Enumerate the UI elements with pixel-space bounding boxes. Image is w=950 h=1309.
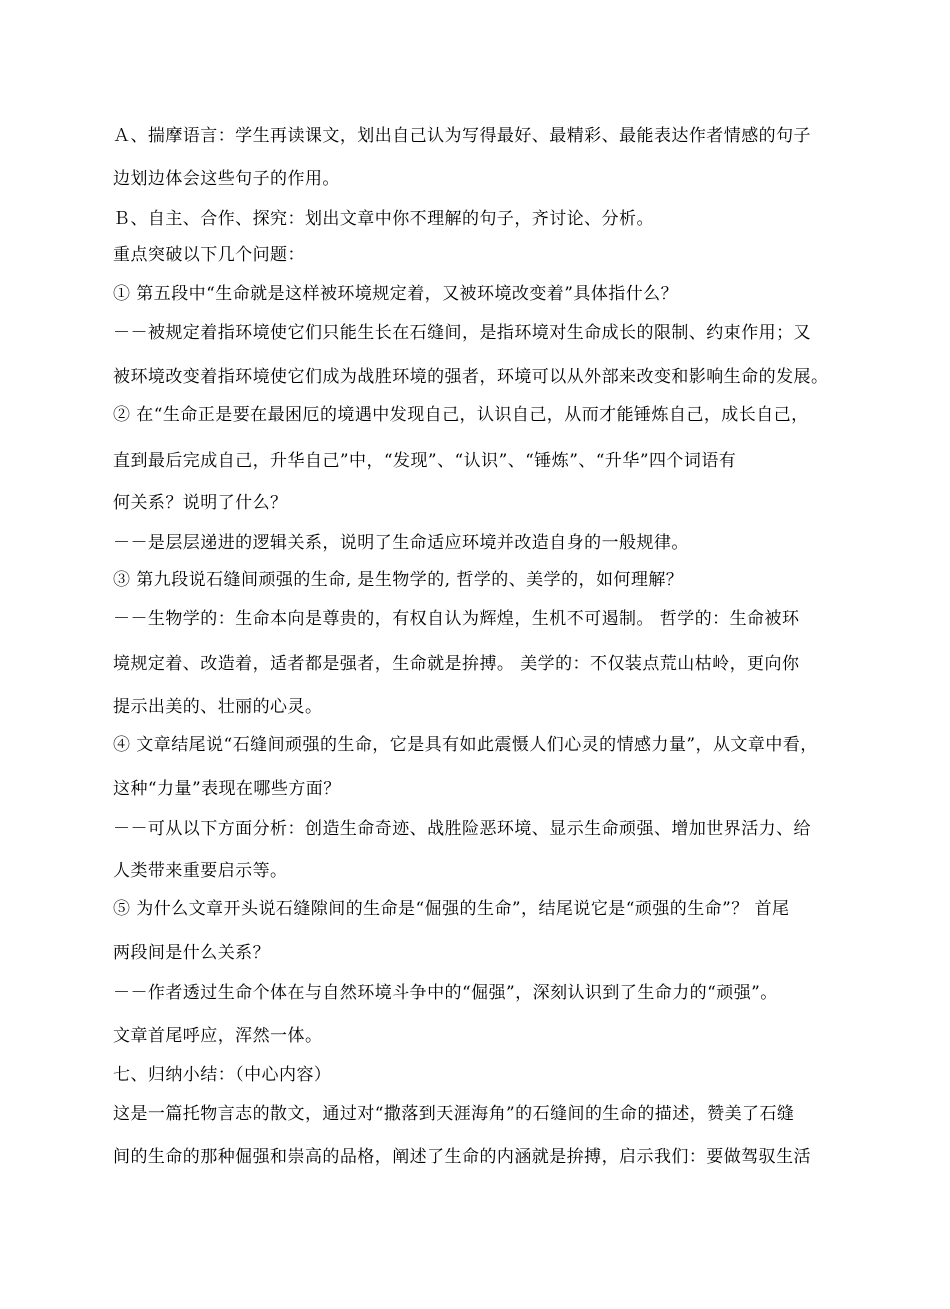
answer-line: 被环境改变着指环境使它们成为战胜环境的强者，环境可以从外部来改变和影响生命的发展。 [113, 367, 829, 387]
text-line: 重点突破以下几个问题： [113, 245, 305, 265]
answer-line: －－作者透过生命个体在与自然环境斗争中的“倔强”，深刻认识到了生命力的“顽强”。 [113, 983, 778, 1003]
question-line: ③ 第九段说石缝间顽强的生命, 是生物学的, 哲学的、美学的，如何理解？ [113, 570, 684, 590]
answer-line: 提示出美的、壮丽的心灵。 [113, 697, 323, 717]
answer-line: 境规定着、改造着，适者都是强者，生命就是拚搏。 美学的：不仅装点荒山枯岭，更向你 [113, 654, 800, 674]
question-line: 何关系？说明了什么？ [113, 493, 288, 513]
text-line: Ｂ、自主、合作、探究：划出文章中你不理解的句子，齐讨论、分析。 [113, 209, 654, 229]
question-line: 这种“力量”表现在哪些方面？ [113, 779, 341, 799]
question-line: ② 在“生命正是要在最困厄的境遇中发现自己，认识自己，从而才能锤炼自己，成长自己， [113, 405, 809, 425]
section-heading: 七、归纳小结：（中心内容） [113, 1065, 332, 1085]
answer-line: 人类带来重要启示等。 [113, 861, 288, 881]
question-line: ④ 文章结尾说“石缝间顽强的生命，它是具有如此震慑人们心灵的情感力量”，从文章中看， [113, 735, 818, 755]
summary-line: 这是一篇托物言志的散文，通过对“撒落到天涯海角”的石缝间的生命的描述，赞美了石缝 [113, 1104, 795, 1124]
answer-line: －－是层层递进的逻辑关系，说明了生命适应环境并改造自身的一般规律。 [113, 533, 689, 553]
answer-line: －－生物学的：生命本向是尊贵的，有权自认为辉煌，生机不可遏制。 哲学的：生命被环 [113, 609, 800, 629]
question-line: 直到最后完成自己，升华自己”中，“发现”、“认识”、“锤炼”、“升华”四个词语有 [113, 451, 737, 471]
text-line: 边划边体会这些句子的作用。 [113, 169, 340, 189]
question-line: ⑤ 为什么文章开头说石缝隙间的生命是“倔强的生命”，结尾说它是“顽强的生命”？ 首尾 [113, 899, 790, 919]
summary-line: 间的生命的那种倔强和崇高的品格，阐述了生命的内涵就是拚搏，启示我们：要做驾驭生活 [113, 1147, 811, 1167]
question-line: 两段间是什么关系？ [113, 943, 271, 963]
question-line: ① 第五段中“生命就是这样被环境规定着，又被环境改变着”具体指什么？ [113, 284, 679, 304]
answer-line: －－可从以下方面分析：创造生命奇迹、战胜险恶环境、显示生命顽强、增加世界活力、给 [113, 819, 811, 839]
answer-line: 文章首尾呼应，浑然一体。 [113, 1026, 323, 1046]
answer-line: －－被规定着指环境使它们只能生长在石缝间，是指环境对生命成长的限制、约束作用；又 [113, 323, 811, 343]
text-line: Ａ、揣摩语言：学生再读课文，划出自己认为写得最好、最精彩、最能表达作者情感的句子 [113, 126, 811, 146]
